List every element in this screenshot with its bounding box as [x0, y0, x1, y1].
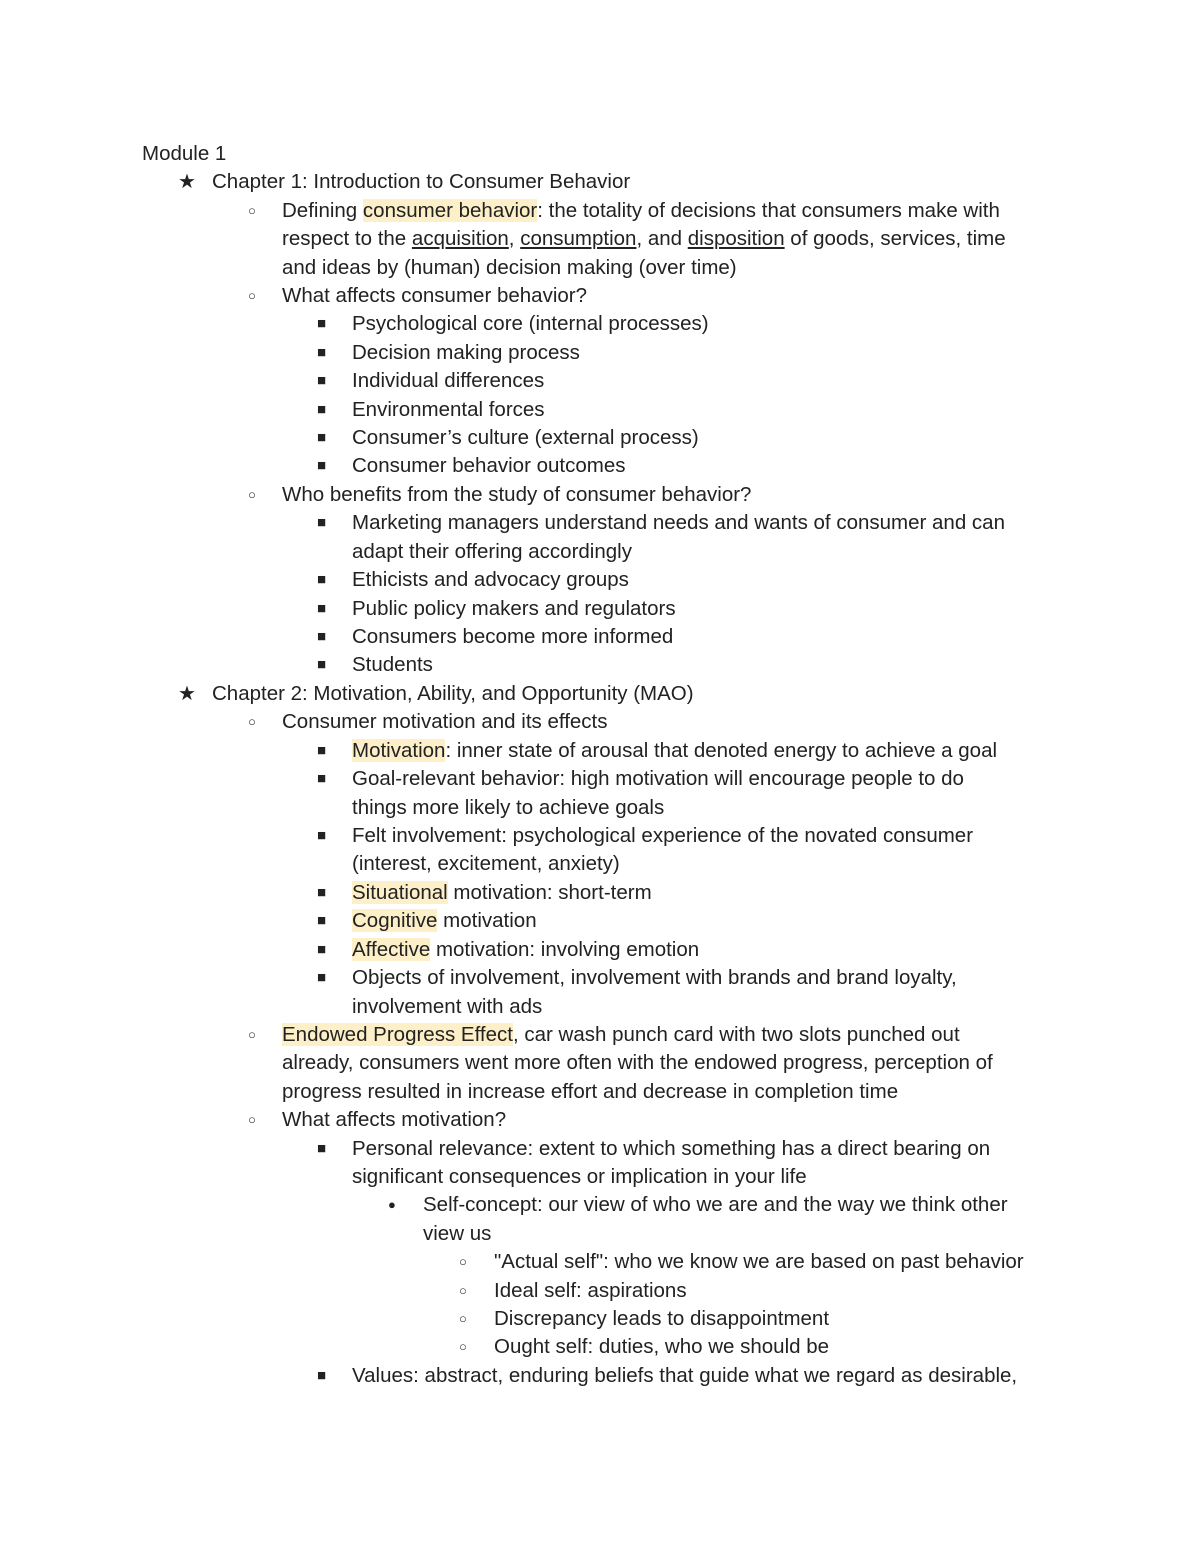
list-item-continuation: things more likely to achieve goals: [352, 796, 665, 819]
highlight-cognitive: Cognitive: [352, 909, 438, 932]
square-bullet-icon: ■: [317, 571, 327, 588]
list-item: Students: [352, 653, 433, 676]
square-bullet-icon: ■: [317, 628, 327, 645]
list-item: Values: abstract, enduring beliefs that guide what we regard as desirable,: [352, 1364, 1018, 1387]
list-item: "Actual self": who we know we are based on past behavior: [494, 1250, 1024, 1273]
affects-motivation-title: What affects motivation?: [282, 1108, 507, 1131]
list-item: Cognitive motivation: [352, 909, 537, 932]
chapter-1-title: Chapter 1: Introduction to Consumer Behavior: [212, 170, 631, 193]
list-item: Affective motivation: involving emotion: [352, 938, 700, 961]
circle-bullet-icon: ○: [248, 1112, 256, 1127]
square-bullet-icon: ■: [317, 912, 327, 929]
endowed-line-3: progress resulted in increase effort and decrease in completion time: [282, 1080, 899, 1103]
circle-bullet-icon: ○: [459, 1283, 467, 1298]
list-item: Consumer’s culture (external process): [352, 426, 699, 449]
star-bullet-icon: ★: [178, 171, 196, 193]
list-item: Consumers become more informed: [352, 625, 674, 648]
list-item-continuation: view us: [423, 1222, 492, 1245]
motivation-title: Consumer motivation and its effects: [282, 710, 608, 733]
dot-bullet-icon: ●: [388, 1197, 396, 1212]
square-bullet-icon: ■: [317, 656, 327, 673]
list-item: Discrepancy leads to disappointment: [494, 1307, 830, 1330]
underline-consumption: consumption: [520, 227, 637, 250]
square-bullet-icon: ■: [317, 770, 327, 787]
list-item: Public policy makers and regulators: [352, 597, 676, 620]
list-item: Felt involvement: psychological experience of the novated consumer: [352, 824, 974, 847]
list-item: Motivation: inner state of arousal that denoted energy to achieve a goal: [352, 739, 998, 762]
circle-bullet-icon: ○: [248, 203, 256, 218]
definition-line-2: respect to the acquisition, consumption, and disposition of goods, services, time: [282, 227, 1006, 250]
square-bullet-icon: ■: [317, 884, 327, 901]
list-item-continuation: adapt their offering accordingly: [352, 540, 632, 563]
list-item: Psychological core (internal processes): [352, 312, 709, 335]
highlight-motivation: Motivation: [352, 739, 446, 762]
square-bullet-icon: ■: [317, 429, 327, 446]
list-item: Ideal self: aspirations: [494, 1279, 687, 1302]
circle-bullet-icon: ○: [248, 487, 256, 502]
square-bullet-icon: ■: [317, 600, 327, 617]
square-bullet-icon: ■: [317, 514, 327, 531]
list-item: Consumer behavior outcomes: [352, 454, 626, 477]
list-item: Ought self: duties, who we should be: [494, 1335, 830, 1358]
highlight-situational: Situational: [352, 881, 448, 904]
list-item: Personal relevance: extent to which something has a direct bearing on: [352, 1137, 991, 1160]
list-item: Self-concept: our view of who we are and the way we think other: [423, 1193, 1008, 1216]
circle-bullet-icon: ○: [248, 288, 256, 303]
circle-bullet-icon: ○: [248, 1027, 256, 1042]
affects-title: What affects consumer behavior?: [282, 284, 587, 307]
endowed-line-2: already, consumers went more often with the endowed progress, perception of: [282, 1051, 993, 1074]
benefits-title: Who benefits from the study of consumer behavior?: [282, 483, 752, 506]
definition-line-1: Defining consumer behavior: the totality of decisions that consumers make with: [282, 199, 1000, 222]
list-item-continuation: significant consequences or implication in your life: [352, 1165, 807, 1188]
list-item: Marketing managers understand needs and wants of consumer and can: [352, 511, 1005, 534]
circle-bullet-icon: ○: [459, 1311, 467, 1326]
square-bullet-icon: ■: [317, 941, 327, 958]
list-item-continuation: (interest, excitement, anxiety): [352, 852, 620, 875]
circle-bullet-icon: ○: [459, 1339, 467, 1354]
highlight-endowed-progress-effect: Endowed Progress Effect: [282, 1023, 513, 1046]
endowed-line-1: Endowed Progress Effect, car wash punch card with two slots punched out: [282, 1023, 960, 1046]
list-item: Objects of involvement, involvement with brands and brand loyalty,: [352, 966, 957, 989]
square-bullet-icon: ■: [317, 344, 327, 361]
square-bullet-icon: ■: [317, 969, 327, 986]
list-item: Decision making process: [352, 341, 580, 364]
list-item-continuation: involvement with ads: [352, 995, 543, 1018]
highlight-affective: Affective: [352, 938, 431, 961]
square-bullet-icon: ■: [317, 742, 327, 759]
circle-bullet-icon: ○: [459, 1254, 467, 1269]
square-bullet-icon: ■: [317, 1140, 327, 1157]
list-item: Goal-relevant behavior: high motivation will encourage people to do: [352, 767, 964, 790]
square-bullet-icon: ■: [317, 401, 327, 418]
square-bullet-icon: ■: [317, 1367, 327, 1384]
highlight-consumer-behavior: consumer behavior: [362, 199, 538, 222]
chapter-2-title: Chapter 2: Motivation, Ability, and Opportunity (MAO): [212, 682, 694, 705]
list-item: Environmental forces: [352, 398, 545, 421]
circle-bullet-icon: ○: [248, 714, 256, 729]
list-item: Situational motivation: short-term: [352, 881, 652, 904]
star-bullet-icon: ★: [178, 683, 196, 705]
square-bullet-icon: ■: [317, 372, 327, 389]
square-bullet-icon: ■: [317, 457, 327, 474]
square-bullet-icon: ■: [317, 315, 327, 332]
list-item: Individual differences: [352, 369, 545, 392]
module-title: Module 1: [142, 142, 227, 165]
underline-disposition: disposition: [687, 227, 785, 250]
underline-acquisition: acquisition: [411, 227, 509, 250]
square-bullet-icon: ■: [317, 827, 327, 844]
list-item: Ethicists and advocacy groups: [352, 568, 629, 591]
definition-line-3: and ideas by (human) decision making (over time): [282, 256, 737, 279]
